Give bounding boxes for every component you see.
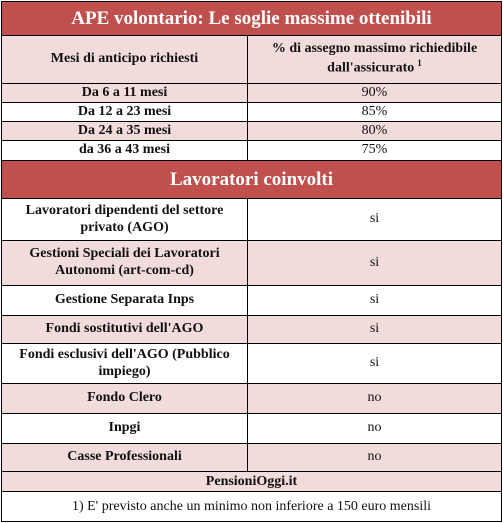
worker-label: Lavoratori dipendenti del settore privato (AGO) [2,199,248,240]
worker-value: si [369,292,380,308]
percent-row-label: Da 12 a 23 mesi [2,103,248,121]
percent-row-value: 85% [361,103,388,119]
worker-label: Casse Professionali [2,444,248,471]
worker-value: si [369,355,380,371]
table-row [2,141,501,161]
ape-table [1,1,502,522]
table-row [2,384,501,414]
table-row [2,344,501,384]
table-row [2,316,501,344]
percent-row-value: 90% [361,84,388,100]
footnote-row [2,492,501,521]
table-row [2,444,501,472]
percent-row-label: Da 6 a 11 mesi [2,84,248,102]
table-row [2,199,501,241]
workers-title: Lavoratori coinvolti [169,168,334,190]
brand-row [2,472,501,492]
header-percent-line2: dall'assicurato [327,60,415,76]
header-percent [248,36,501,83]
worker-label: Gestione Separata Inps [2,286,248,315]
worker-value: si [369,211,380,227]
table-title: APE volontario: Le soglie massime ottenibili [71,7,432,29]
worker-value: si [369,321,380,337]
worker-value: no [367,390,382,406]
worker-value: no [367,420,382,436]
worker-label: Fondo Clero [2,384,248,413]
worker-value: no [367,449,382,465]
percent-row-value: 75% [361,142,388,158]
footnote-marker: 1 [417,58,422,69]
footnote-text: 1) E' previsto anche un minimo non inferiore a 150 euro mensili [71,498,432,514]
worker-label: Inpgi [2,414,248,443]
table-row [2,414,501,444]
worker-value: si [369,254,380,270]
percent-row-value: 80% [361,122,388,138]
table-row [2,84,501,103]
percent-row-label: Da 24 a 35 mesi [2,122,248,140]
brand-name: PensioniOggi.it [205,473,298,489]
title-banner [2,2,501,36]
table-row [2,241,501,286]
worker-label: Gestioni Speciali dei Lavoratori Autonomi (art-com-cd) [2,241,248,285]
percent-row-label: da 36 a 43 mesi [2,141,248,160]
table-row [2,286,501,316]
header-row [2,36,501,84]
worker-label: Fondi sostitutivi dell'AGO [2,316,248,343]
header-months: Mesi di anticipo richiesti [2,36,248,83]
table-row [2,122,501,141]
header-percent-line1: % di assegno massimo richiedibile [271,41,478,57]
table-row [2,103,501,122]
worker-label: Fondi esclusivi dell'AGO (Pubblico impiego) [2,344,248,383]
workers-banner [2,161,501,199]
